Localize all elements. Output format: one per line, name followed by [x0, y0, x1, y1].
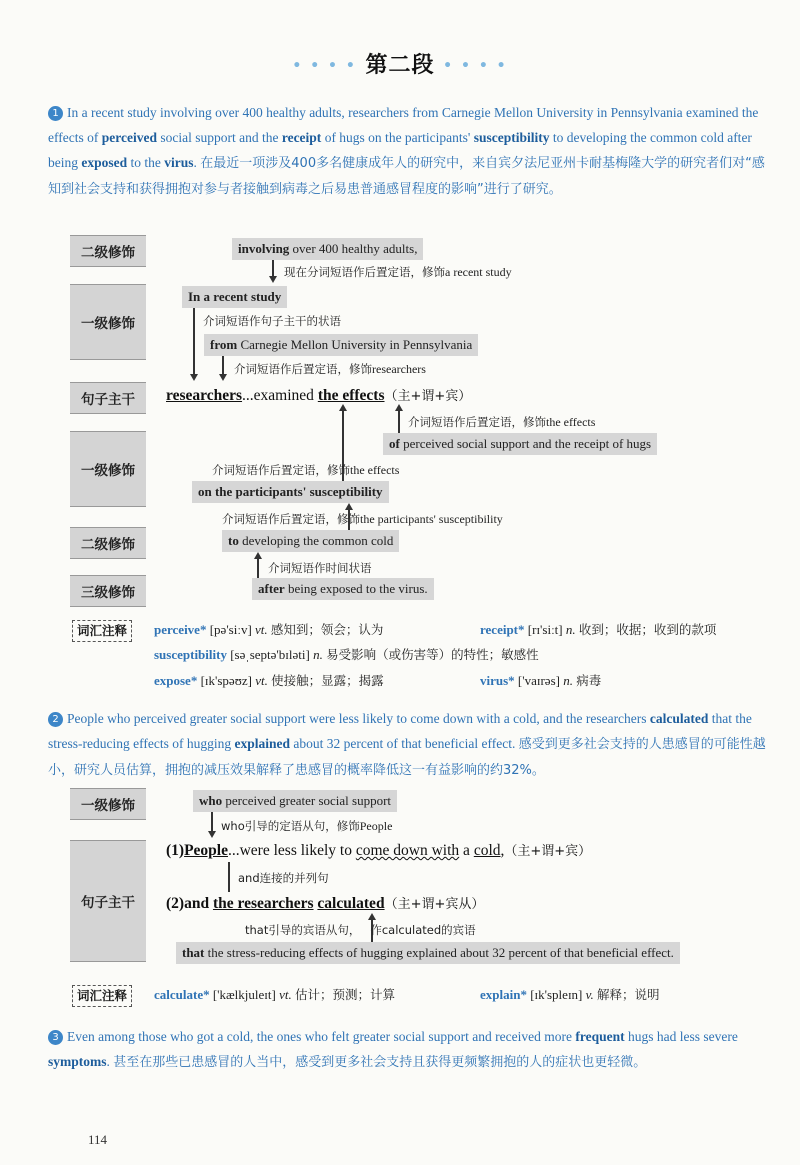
vocab-word: receipt* — [480, 622, 525, 637]
main-clause — [166, 840, 591, 860]
phrase-box — [176, 942, 680, 964]
s2-text: People who perceived greater social support were less likely to come down with a cold, and the researchers — [67, 711, 650, 726]
grammar-note — [212, 462, 399, 478]
clause-structure: （主+谓+宾） — [504, 844, 592, 859]
note-cn: 介词短语作后置定语，修饰 — [408, 415, 546, 429]
arrow-down-icon — [219, 374, 227, 381]
phrase-box — [192, 481, 389, 503]
vocab-word: perceive* — [154, 622, 207, 637]
s1-keyword: susceptibility — [473, 130, 550, 145]
phrase-keyword: after — [258, 581, 285, 596]
section-title: 第二段 — [365, 53, 435, 78]
arrow-down-icon — [208, 831, 216, 838]
clause-object: the effects — [317, 387, 385, 404]
vocab-word: explain* — [480, 987, 527, 1002]
section-header — [0, 48, 800, 79]
note-en: a recent study — [445, 265, 512, 279]
phrase-keyword: In a recent study — [188, 289, 282, 304]
arrow-up-icon — [254, 552, 262, 559]
phrase-keyword: involving — [238, 241, 290, 256]
phrase-box — [383, 433, 657, 455]
grammar-note: 介词短语作时间状语 — [268, 561, 372, 575]
arrow-down-icon — [269, 276, 277, 283]
sentence-3 — [48, 1024, 766, 1075]
grammar-note — [408, 414, 595, 430]
page-number: 114 — [88, 1132, 108, 1147]
main-clause — [166, 893, 484, 913]
s1-keyword: perceived — [101, 130, 157, 145]
vocab-entry — [154, 620, 383, 638]
connector-line — [272, 260, 274, 276]
clause-subject: researchers — [166, 387, 243, 404]
vocab-definition: 收到；收据；收到的款项 — [578, 622, 717, 637]
phrase-box — [193, 790, 397, 812]
header-dots-right: • • • • — [443, 58, 508, 74]
clause-object: cold — [473, 842, 501, 859]
main-clause — [166, 385, 471, 405]
level-label-main: 句子主干 — [70, 840, 146, 962]
note-en: the participants' susceptibility — [360, 512, 503, 526]
phrase-text: over 400 healthy adults, — [289, 241, 418, 256]
vocab-entry — [154, 671, 384, 689]
header-dots-left: • • • • — [292, 58, 357, 74]
vocab-definition: 解释；说明 — [596, 987, 660, 1002]
note-en: researchers — [372, 362, 426, 376]
level-label-secondary: 二级修饰 — [70, 235, 146, 267]
clause-number: (1) — [166, 842, 185, 859]
note-cn: 介词短语作后置定语，修饰 — [222, 512, 360, 526]
vocab-pos: n. — [565, 622, 576, 637]
note-en: the effects — [350, 463, 400, 477]
vocab-definition: 感知到；领会；认为 — [270, 622, 384, 637]
phrase-text: perceived greater social support — [222, 793, 392, 808]
phrase-box — [182, 286, 287, 308]
phrase-keyword: that — [182, 945, 205, 960]
note-cn: who引导的定语从句，修饰 — [221, 819, 360, 833]
arrow-up-icon — [345, 503, 353, 510]
phrase-box — [222, 530, 399, 552]
vocab-phonetic: ['kælkjuleɪt] — [212, 987, 276, 1002]
vocab-entry — [480, 671, 601, 689]
phrase-text: being exposed to the virus. — [284, 581, 428, 596]
vocab-phonetic: [ɪk'spleɪn] — [530, 987, 583, 1002]
phrase-keyword: on the participants' susceptibility — [198, 484, 383, 499]
grammar-note: 介词短语作句子主干的状语 — [203, 314, 341, 328]
vocab-definition: 使接触；显露；揭露 — [271, 673, 384, 688]
s1-text: . — [193, 155, 201, 170]
connector-line — [222, 356, 224, 374]
grammar-note — [222, 511, 503, 527]
vocab-entry — [154, 645, 539, 663]
grammar-note — [245, 922, 476, 938]
vocab-entry — [480, 620, 716, 638]
arrow-up-icon — [368, 913, 376, 920]
vocab-word: virus* — [480, 673, 515, 688]
vocab-word: expose* — [154, 673, 198, 688]
phrase-text: developing the common cold — [238, 533, 394, 548]
clause-text: ...were less likely to — [227, 842, 356, 859]
s2-keyword: calculated — [649, 711, 709, 726]
s1-translation: 在最近一项涉及400多名健康成年人的研究中，来自宾夕法尼亚州卡耐基梅隆大学的研究者们对“感知到社会支持和获得拥抱对参与者接触到病毒之后易患普通感冒程度的影响”进行了研究。 — [48, 156, 765, 197]
connector-line — [211, 812, 213, 831]
clause-number: (2)and — [166, 895, 213, 912]
s1-text: to the — [127, 155, 165, 170]
phrase-text: the stress-reducing effects of hugging explained about 32 percent of that beneficial effect. — [204, 945, 674, 960]
phrase-keyword: of — [389, 436, 400, 451]
vocab-tag: 词汇注释 — [72, 985, 132, 1007]
level-label-tertiary: 三级修饰 — [70, 575, 146, 607]
vocab-pos: n. — [313, 647, 323, 662]
note-cn: 现在分词短语作后置定语，修饰 — [284, 265, 445, 279]
grammar-note — [234, 361, 426, 377]
clause-structure: （主+谓+宾从） — [384, 897, 485, 912]
phrase-text: Carnegie Mellon University in Pennsylvania — [237, 337, 473, 352]
connector-line — [228, 862, 230, 892]
clause-subject: People — [184, 842, 228, 859]
level-label-main: 句子主干 — [70, 382, 146, 414]
phrase-keyword: who — [199, 793, 223, 808]
arrow-up-icon — [339, 404, 347, 411]
note-en: the effects — [546, 415, 596, 429]
sentence-1 — [48, 100, 766, 202]
s2-translation: 感受到更多社会支持的人患感冒的可能性越小，研究人员估算，拥抱的减压效果解释了患感冒的概率降低这一有益影响的约32%。 — [48, 737, 766, 778]
vocab-word: calculate* — [154, 987, 210, 1002]
vocab-phonetic: [pə'siːv] — [209, 622, 252, 637]
level-label-primary: 一级修饰 — [70, 284, 146, 360]
clause-text: a — [459, 842, 474, 859]
level-label-primary: 一级修饰 — [70, 788, 146, 820]
s3-keyword: frequent — [575, 1029, 625, 1044]
sentence-number-2: 2 — [48, 712, 63, 727]
vocab-definition: 估计；预测；计算 — [295, 987, 396, 1002]
vocab-definition: 易受影响（或伤害等）的特性；敏感性 — [326, 647, 539, 662]
connector-line — [257, 559, 259, 579]
vocab-pos: vt. — [255, 622, 268, 637]
vocab-entry — [154, 985, 395, 1003]
sentence-number-3: 3 — [48, 1030, 63, 1045]
vocab-pos: v. — [585, 987, 594, 1002]
vocab-definition: 病毒 — [576, 673, 602, 688]
s3-text: . — [106, 1054, 114, 1069]
s1-keyword: receipt — [281, 130, 322, 145]
note-cn: 介词短语作后置定语，修饰 — [212, 463, 350, 477]
vocab-pos: vt. — [255, 673, 268, 688]
s3-translation: 甚至在那些已患感冒的人当中，感受到更多社会支持且获得更频繁拥抱的人的症状也更轻微。 — [113, 1055, 647, 1070]
s1-keyword: exposed — [81, 155, 128, 170]
note-cn: 作calculated的宾语 — [370, 923, 476, 937]
phrase-box — [204, 334, 478, 356]
phrase-text: perceived social support and the receipt of hugs — [399, 436, 652, 451]
grammar-note: and连接的并列句 — [238, 871, 329, 885]
s1-keyword: virus — [164, 155, 194, 170]
s1-text: social support and the — [156, 130, 282, 145]
phrase-box — [252, 578, 434, 600]
clause-structure: （主+谓+宾） — [384, 389, 472, 404]
s1-text: of hugs on the participants' — [321, 130, 474, 145]
note-cn: that引导的宾语从句， — [245, 923, 361, 937]
clause-subject: the researchers — [212, 895, 314, 912]
grammar-note — [221, 818, 392, 834]
clause-verb: ...examined — [242, 387, 318, 404]
sentence-number-1: 1 — [48, 106, 63, 121]
clause-verb: come down with — [355, 842, 460, 859]
phrase-box — [232, 238, 423, 260]
grammar-note — [284, 264, 512, 280]
phrase-keyword: to — [228, 533, 239, 548]
vocab-pos: vt. — [279, 987, 292, 1002]
s2-text: that the stress-reducing effects of hugging — [48, 711, 752, 751]
s2-text: about 32 percent of that beneficial effect. — [289, 736, 519, 751]
vocab-phonetic: ['vaɪrəs] — [517, 673, 560, 688]
sentence-2 — [48, 706, 766, 783]
s3-text: Even among those who got a cold, the ones who felt greater social support and received more — [67, 1029, 576, 1044]
phrase-keyword: from — [210, 337, 238, 352]
connector-line — [398, 411, 400, 433]
vocab-pos: n. — [563, 673, 573, 688]
connector-line — [193, 308, 195, 374]
vocab-tag: 词汇注释 — [72, 620, 132, 642]
vocab-phonetic: [səˌseptə'bɪləti] — [230, 647, 310, 662]
vocab-word: susceptibility — [154, 647, 227, 662]
level-label-primary: 一级修饰 — [70, 431, 146, 507]
clause-verb: calculated — [317, 895, 385, 912]
vocab-entry — [480, 985, 659, 1003]
vocab-phonetic: [rɪ'siːt] — [527, 622, 563, 637]
note-cn: 介词短语作后置定语，修饰 — [234, 362, 372, 376]
s3-text: hugs had less severe — [624, 1029, 738, 1044]
vocab-phonetic: [ɪk'spəʊz] — [200, 673, 252, 688]
note-en: People — [359, 819, 393, 833]
clause-text: , — [500, 842, 505, 859]
level-label-secondary: 二级修饰 — [70, 527, 146, 559]
s2-keyword: explained — [234, 736, 290, 751]
arrow-up-icon — [395, 404, 403, 411]
s1-text: In a recent study involving over 400 healthy adults, researchers from Carnegie Mellon University in Pennsylvania examined the effects of — [48, 105, 759, 145]
s1-text: to developing the common cold after being — [48, 130, 752, 170]
arrow-down-icon — [190, 374, 198, 381]
s3-keyword: symptoms — [48, 1054, 107, 1069]
